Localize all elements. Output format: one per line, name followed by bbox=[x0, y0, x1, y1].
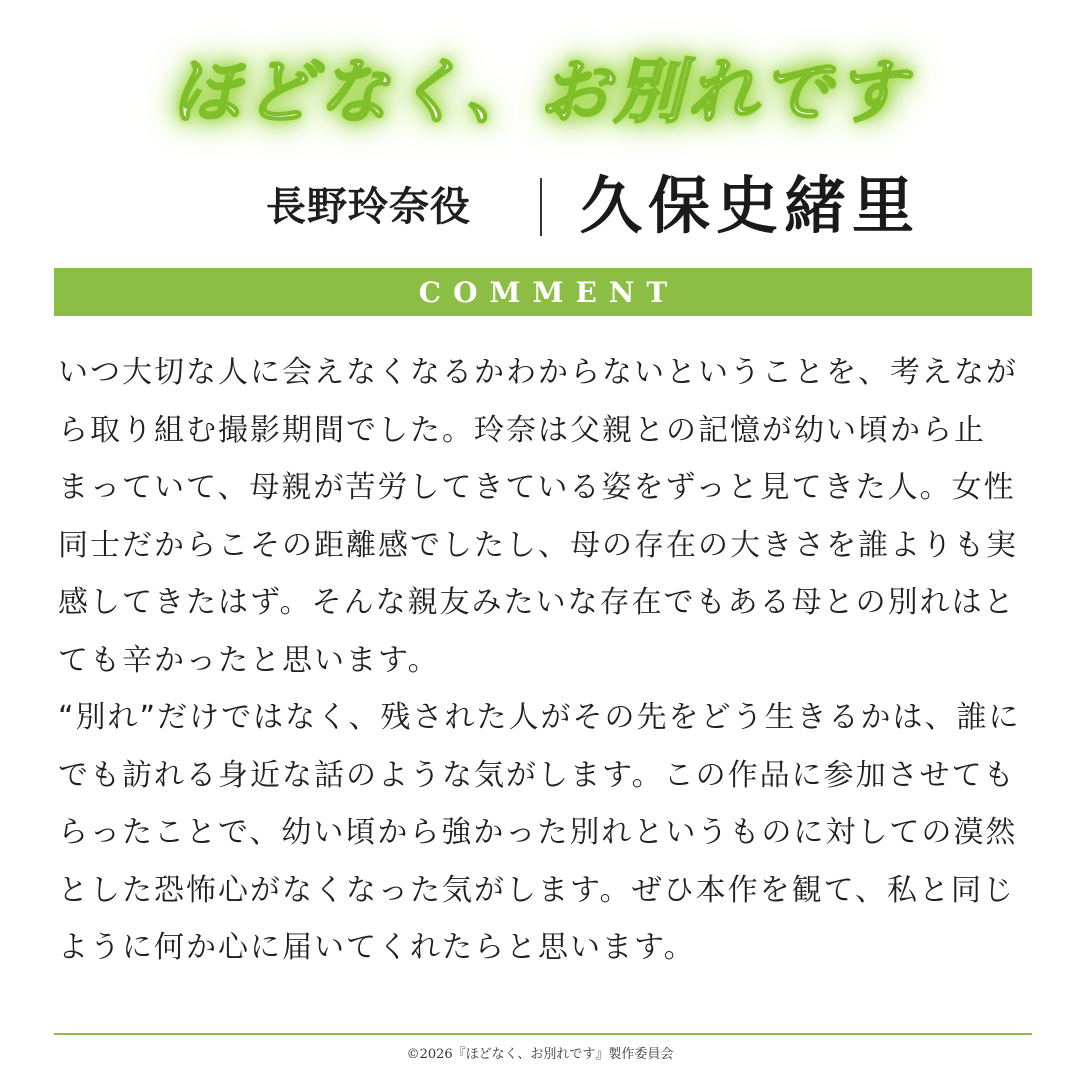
comment-line: ても辛かったと思います。 bbox=[58, 642, 440, 678]
comment-label: COMMENT bbox=[418, 275, 680, 309]
role-name: 長野玲奈役 bbox=[266, 183, 471, 230]
comment-line: とした恐怖心がなくなった気がします。ぜひ本作を観て、私と同じ bbox=[58, 872, 1015, 908]
comment-body bbox=[58, 344, 1028, 977]
comment-line: まっていて、母親が苦労してきている姿をずっと見てきた人。女性 bbox=[58, 470, 1016, 505]
comment-line: らったことで、幼い頃から強かった別れというものに対しての漠然 bbox=[58, 815, 1018, 850]
cast-credit bbox=[0, 168, 1080, 248]
film-title: ほどなく、お別れです bbox=[170, 50, 910, 133]
comment-line: ら取り組む撮影期間でした。玲奈は父親との記憶が幼い頃から止 bbox=[58, 412, 986, 448]
comment-line: 感してきたはず。そんな親友みたいな存在でもある母との別れはと bbox=[58, 585, 1016, 620]
vertical-divider bbox=[540, 178, 542, 236]
comment-line: ように何か心に届いてくれたらと思います。 bbox=[58, 930, 696, 965]
copyright-notice: ©2026『ほどなく、お別れです』製作委員会 bbox=[406, 1047, 674, 1062]
comment-line: でも訪れる身近な話のような気がします。この作品に参加させても bbox=[58, 757, 1016, 793]
comment-section-banner bbox=[54, 268, 1032, 316]
comment-line: いつ大切な人に会えなくなるかわからないということを、考えなが bbox=[58, 355, 1018, 390]
footer-divider bbox=[54, 1033, 1032, 1035]
comment-line: 同士だからこその距離感でしたし、母の存在の大きさを誰よりも実 bbox=[58, 527, 1018, 563]
comment-line: “別れ”だけではなく、残された人がその先をどう生きるかは、誰に bbox=[58, 700, 1021, 735]
actor-name: 久保史緒里 bbox=[580, 169, 921, 242]
